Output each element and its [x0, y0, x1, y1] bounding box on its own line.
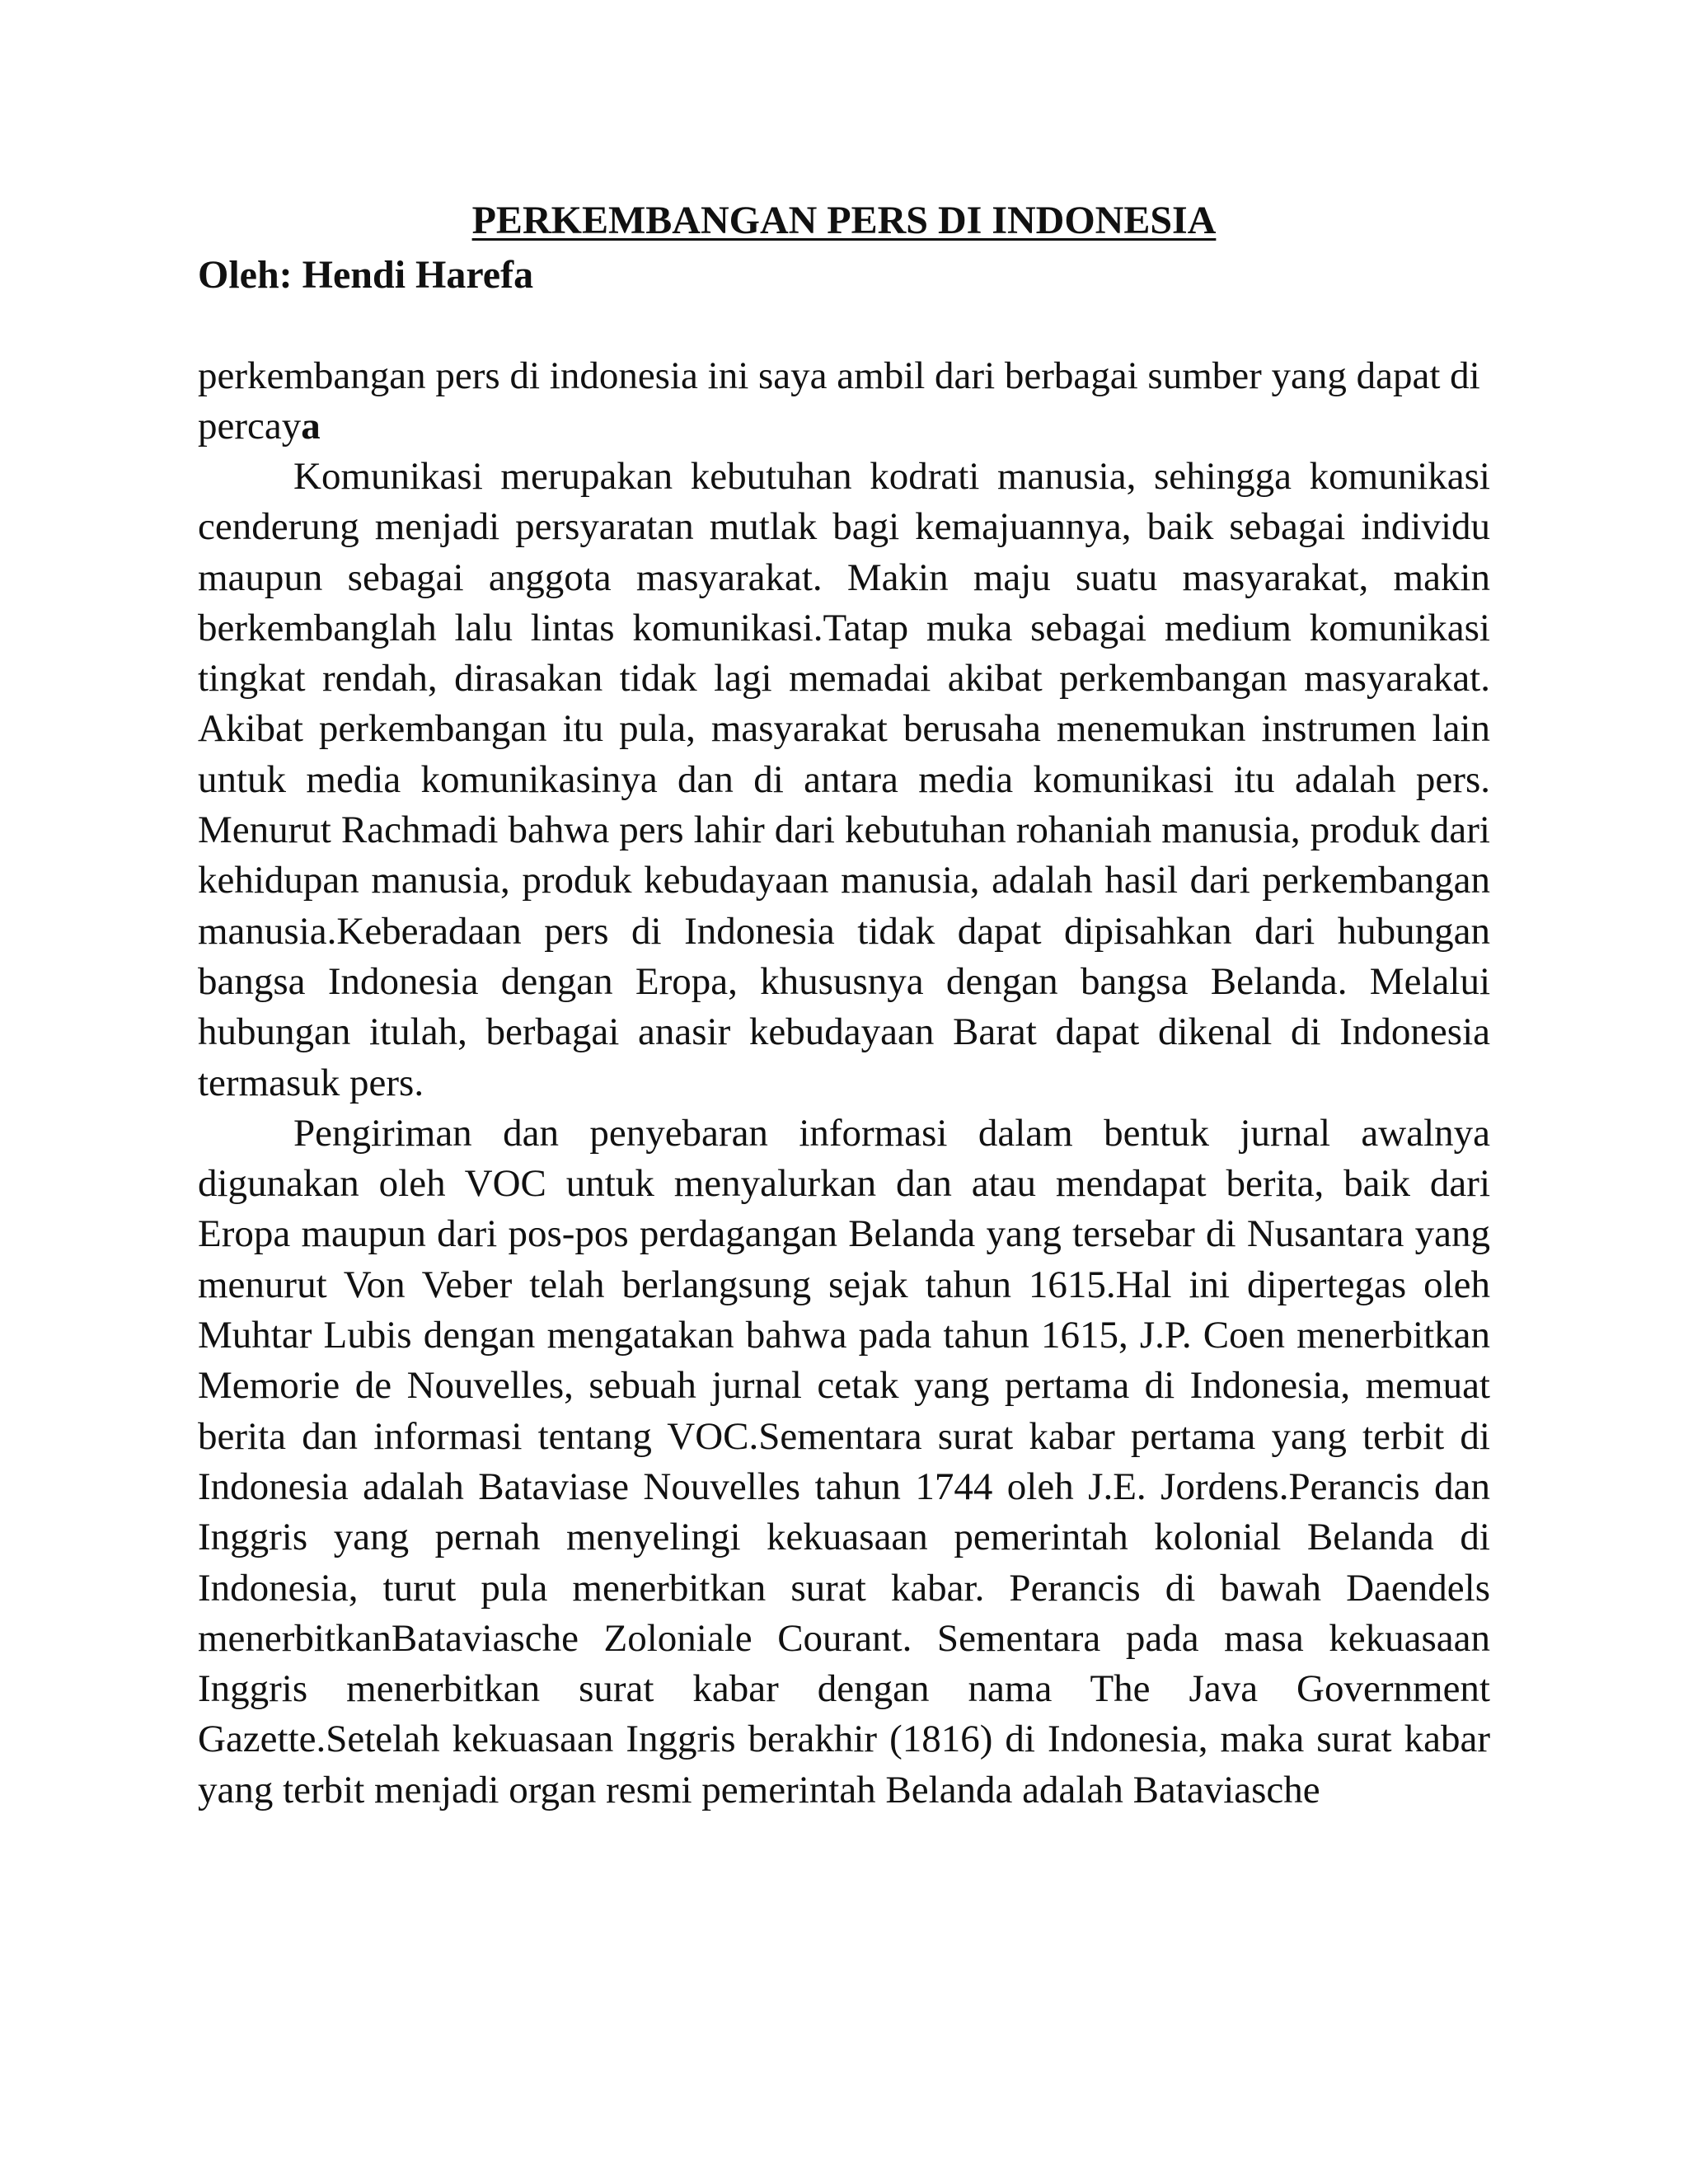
paragraph-communication: Komunikasi merupakan kebutuhan kodrati manusia, sehingga komunikasi cenderung menjadi persyaratan mutlak bagi kemajuannya, baik sebagai individu maupun sebagai anggota masyarakat. Makin maju suatu masyarakat, makin berkembanglah lalu lintas komunikasi.Tatap muka sebagai medium komunikasi tingkat rendah, dirasakan tidak lagi memadai akibat perkembangan masyarakat. Akibat perkembangan itu pula, masyarakat berusaha menemukan instrumen lain untuk media komunikasinya dan di antara media komunikasi itu adalah pers. Menurut Rachmadi bahwa pers lahir dari kebutuhan rohaniah manusia, produk dari kehidupan manusia, produk kebudayaan manusia, adalah hasil dari perkembangan manusia.Keberadaan pers di Indonesia tidak dapat dipisahkan dari hubungan bangsa Indonesia dengan Eropa, khususnya dengan bangsa Belanda. Melalui hubungan itulah, berbagai anasir kebudayaan Barat dapat dikenal di Indonesia termasuk pers.: [198, 455, 1490, 1104]
body-text: [198, 452, 1490, 1816]
intro-note: [198, 351, 1490, 452]
intro-text: perkembangan pers di indonesia ini saya ambil dari berbagai sumber yang dapat di percay: [198, 354, 1480, 448]
intro-bold-letter: a: [301, 405, 321, 448]
document-title: PERKEMBANGAN PERS DI INDONESIA: [471, 199, 1217, 242]
author-byline: Oleh: Hendi Harefa: [198, 253, 534, 297]
paragraph-press-history: Pengiriman dan penyebaran informasi dalam bentuk jurnal awalnya digunakan oleh VOC untuk menyalurkan dan atau mendapat berita, baik dari Eropa maupun dari pos-pos perdagangan Belanda yang tersebar di Nusantara yang menurut Von Veber telah berlangsung sejak tahun 1615.Hal ini dipertegas oleh Muhtar Lubis dengan mengatakan bahwa pada tahun 1615, J.P. Coen menerbitkan Memorie de Nouvelles, sebuah jurnal cetak yang pertama di Indonesia, memuat berita dan informasi tentang VOC.Sementara surat kabar pertama yang terbit di Indonesia adalah Bataviase Nouvelles tahun 1744 oleh J.E. Jordens.Perancis dan Inggris yang pernah menyelingi kekuasaan pemerintah kolonial Belanda di Indonesia, turut pula menerbitkan surat kabar. Perancis di bawah Daendels menerbitkanBataviasche Zoloniale Courant. Sementara pada masa kekuasaan Inggris menerbitkan surat kabar dengan nama The Java Government Gazette.Setelah kekuasaan Inggris berakhir (1816) di Indonesia, maka surat kabar yang terbit menjadi organ resmi pemerintah Belanda adalah Bataviasche: [198, 1111, 1490, 1811]
